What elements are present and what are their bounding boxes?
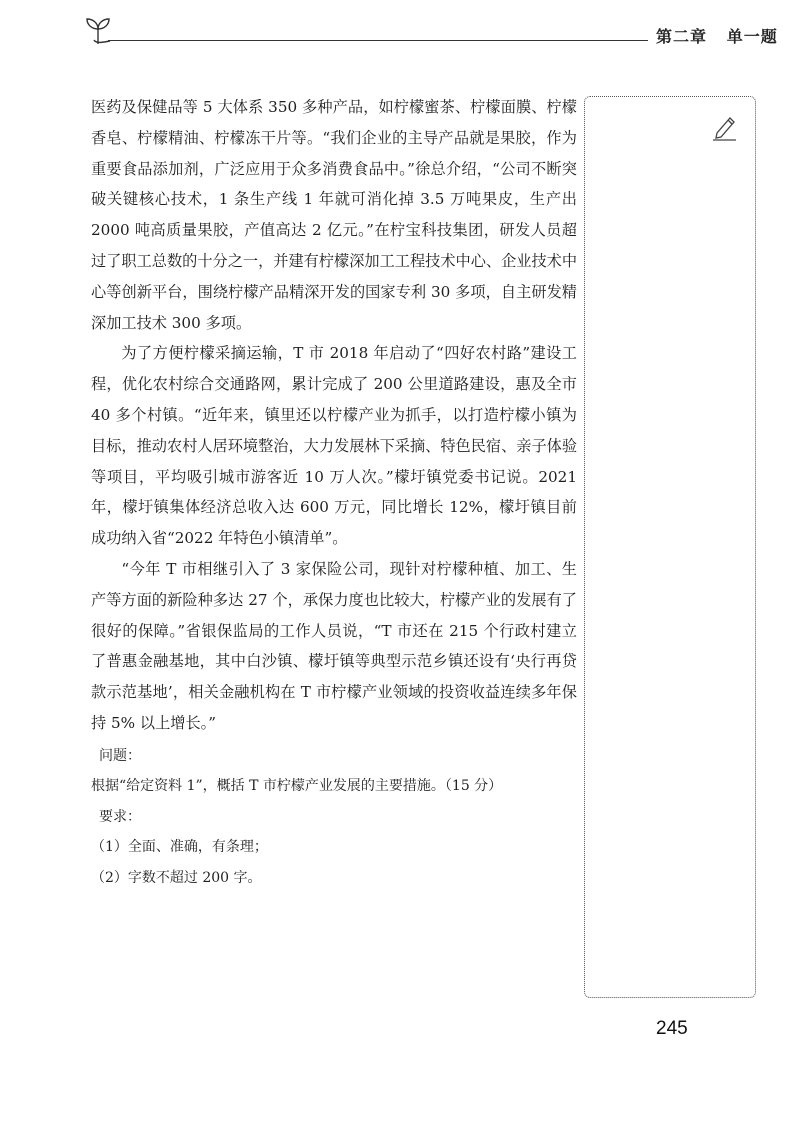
header-rule — [108, 40, 648, 41]
chapter-label: 第二章 — [656, 27, 708, 46]
main-text — [91, 92, 577, 893]
section-label: 单一题 — [726, 27, 778, 46]
paragraph: “今年 T 市相继引入了 3 家保险公司，现针对柠檬种植、加工、生产等方面的新险种多达 27 个，承保力度也比较大，柠檬产业的发展有了很好的保障。”省银保监局的工作人员说，“T 市还在 215 个行政村建立了普惠金融基地，其中白沙镇、檬圩镇等典型示范乡镇还设有‘央行再贷款示范基地’，相关金融机构在 T 市柠檬产业领域的投资收益连续多年保持 5% 以上增长。” — [91, 559, 577, 732]
page-header — [80, 12, 778, 48]
requirement-item: （1）全面、准确，有条理； — [91, 839, 268, 856]
requirements-label: 要求： — [99, 808, 141, 825]
page-number: 245 — [656, 1018, 688, 1039]
header-flourish — [80, 12, 120, 48]
paragraph: 为了方便柠檬采摘运输，T 市 2018 年启动了“四好农村路”建设工程，优化农村综合交通路网，累计完成了 200 公里道路建设，惠及全市 40 多个村镇。“近年来，镇里还以柠檬产业为抓手，以打造柠檬小镇为目标，推动农村人居环境整治，大力发展林下采摘、特色民宿、亲子体验等项目，平均吸引城市游客近 10 万人次。”檬圩镇党委书记说。2021 年，檬圩镇集体经济总收入达 600 万元，同比增长 12%，檬圩镇目前成功纳入省“2022 年特色小镇清单”。 — [91, 344, 577, 548]
requirement-item: （2）字数不超过 200 字。 — [91, 869, 262, 886]
question-label: 问题： — [99, 747, 141, 764]
question-text: 根据“给定资料 1”，概括 T 市柠檬产业发展的主要措施。（15 分） — [91, 778, 503, 795]
chapter-title — [656, 24, 778, 47]
notes-box — [584, 96, 756, 998]
paragraph: 医药及保健品等 5 大体系 350 多种产品，如柠檬蜜茶、柠檬面膜、柠檬香皂、柠檬精油、柠檬冻干片等。“我们企业的主导产品就是果胶，作为重要食品添加剂，广泛应用于众多消费食品中。”徐总介绍，“公司不断突破关键核心技术，1 条生产线 1 年就可消化掉 3.5 万吨果皮，生产出 2000 吨高质量果胶，产值高达 2 亿元。”在柠宝科技集团，研发人员超过了职工总数的十分之一，并建有柠檬深加工工程技术中心、企业技术中心等创新平台，围绕柠檬产品精深开发的国家专利 30 多项，自主研发精深加工技术 300 多项。 — [91, 98, 577, 332]
pencil-icon — [711, 113, 737, 141]
